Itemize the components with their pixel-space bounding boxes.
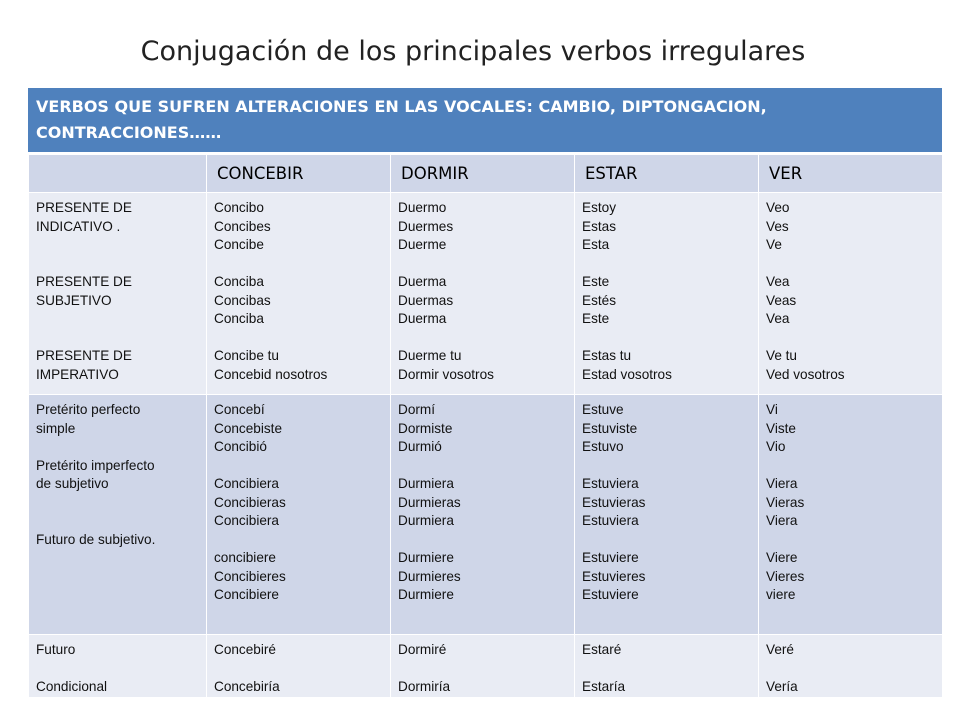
conjugation-cell	[759, 193, 943, 395]
concebir-forms: Concibo Concibes Concibe Conciba Concibas Conciba Concibe tu Concebid nosotros	[214, 200, 328, 382]
conjugation-cell	[391, 395, 575, 635]
conjugation-cell	[207, 193, 391, 395]
tense-labels: PRESENTE DE INDICATIVO . PRESENTE DE SUBJETIVO PRESENTE DE IMPERATIVO	[36, 200, 132, 382]
row-label	[29, 635, 207, 698]
tense-labels: Futuro Condicional	[36, 642, 108, 694]
conjugation-table	[28, 88, 942, 698]
header-row	[29, 155, 943, 193]
concebir-forms: Concebiré Concebiría	[214, 642, 280, 694]
table-row	[29, 193, 943, 395]
ver-forms: Vi Viste Vio Viera Vieras Viera Viere Vieres viere	[766, 402, 805, 602]
header-empty	[29, 155, 207, 193]
conjugation-cell	[207, 635, 391, 698]
row-label	[29, 395, 207, 635]
estar-forms: Estuve Estuviste Estuvo Estuviera Estuvieras Estuviera Estuviere Estuvieres Estuviere	[582, 402, 646, 602]
estar-forms: Estaré Estaría	[582, 642, 626, 694]
conjugation-cell	[391, 635, 575, 698]
conjugation-cell	[575, 193, 759, 395]
table-row	[29, 635, 943, 698]
conjugation-cell	[575, 395, 759, 635]
table-banner: VERBOS QUE SUFREN ALTERACIONES EN LAS VOCALES: CAMBIO, DIPTONGACION, CONTRACCIONES……	[28, 88, 942, 154]
row-label	[29, 193, 207, 395]
dormir-forms: Duermo Duermes Duerme Duerma Duermas Duerma Duerme tu Dormir vosotros	[398, 200, 494, 382]
dormir-forms: Dormí Dormiste Durmió Durmiera Durmieras Durmiera Durmiere Durmieres Durmiere	[398, 402, 461, 602]
conjugation-cell	[575, 635, 759, 698]
verb-table	[28, 154, 943, 698]
header-estar: ESTAR	[575, 155, 759, 193]
estar-forms: Estoy Estas Esta Este Estés Este Estas tu Estad vosotros	[582, 200, 672, 382]
header-concebir: CONCEBIR	[207, 155, 391, 193]
header-ver: VER	[759, 155, 943, 193]
conjugation-cell	[391, 193, 575, 395]
header-dormir: DORMIR	[391, 155, 575, 193]
page-title: Conjugación de los principales verbos irregulares	[140, 36, 806, 67]
ver-forms: Veo Ves Ve Vea Veas Vea Ve tu Ved vosotros	[766, 200, 845, 382]
dormir-forms: Dormiré Dormiría	[398, 642, 451, 694]
conjugation-cell	[759, 395, 943, 635]
concebir-forms: Concebí Concebiste Concibió Concibiera Concibieras Concibiera concibiere Concibieres Concibiere	[214, 402, 286, 602]
tense-labels: Pretérito perfecto simple Pretérito imperfecto de subjetivo Futuro de subjetivo.	[36, 402, 156, 547]
table-row	[29, 395, 943, 635]
conjugation-cell	[207, 395, 391, 635]
ver-forms: Veré Vería	[766, 642, 798, 694]
conjugation-cell	[759, 635, 943, 698]
